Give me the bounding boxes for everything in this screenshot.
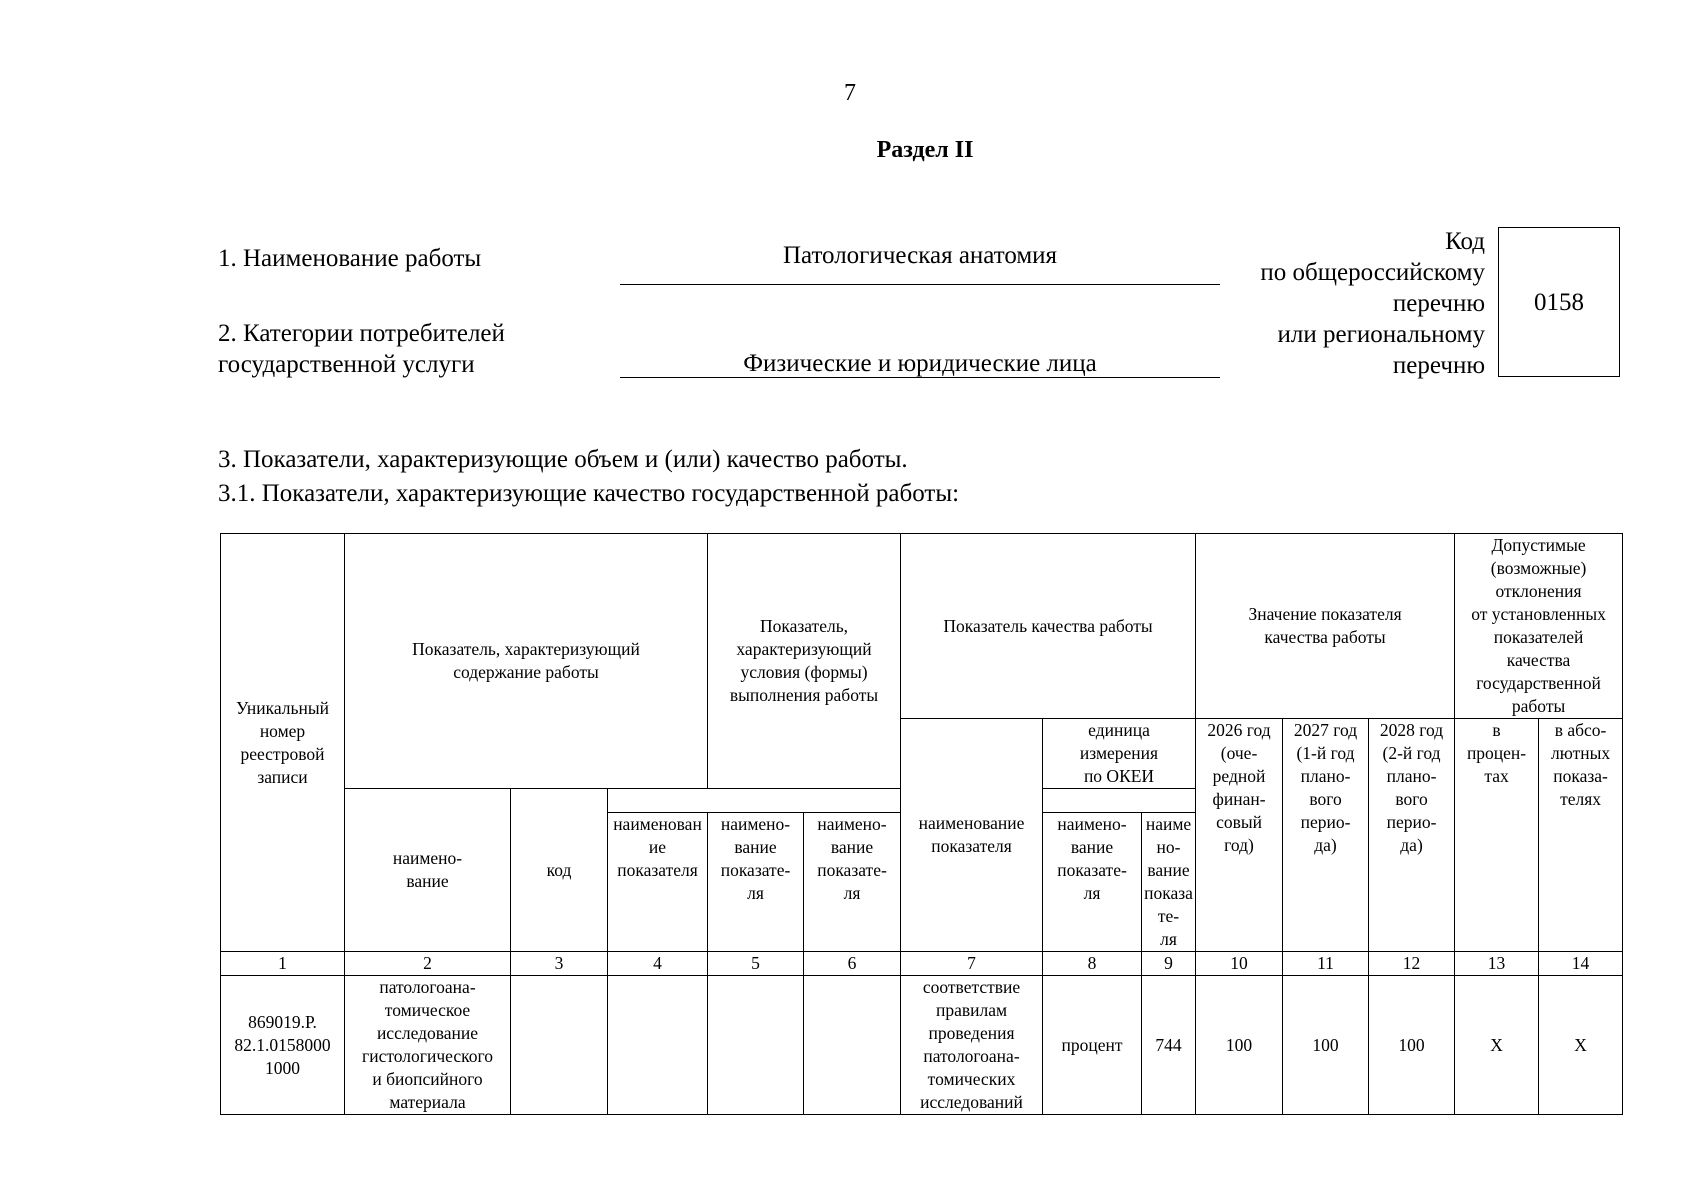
cell-content-3	[608, 976, 708, 1115]
header-quality-group: Показатель качества работы	[901, 534, 1196, 719]
column-number: 12	[1369, 952, 1455, 976]
header-dev-percent: в процен- тах	[1455, 719, 1539, 952]
cell-condition-2	[804, 976, 901, 1115]
header-row-1	[221, 534, 1623, 719]
page-number: 7	[844, 80, 856, 106]
table-row	[221, 976, 1623, 1115]
header-content-name-2: наимено- вание показате- ля	[708, 813, 804, 952]
code-label: Код по общероссийскому перечню или региональному перечню	[1260, 228, 1485, 379]
column-number: 11	[1283, 952, 1369, 976]
work-name-underline	[620, 284, 1220, 285]
cell-value-2026: 100	[1196, 976, 1283, 1115]
cell-condition-1	[708, 976, 804, 1115]
cell-value-2027: 100	[1283, 976, 1369, 1115]
code-box	[1498, 227, 1620, 377]
consumers-label: 2. Категории потребителей государственной услуги	[218, 320, 505, 378]
column-number: 13	[1455, 952, 1539, 976]
cell-quality-name: соответствие правилам проведения патологоана- томических исследований	[901, 976, 1043, 1115]
cell-value-2028: 100	[1369, 976, 1455, 1115]
section-title: Раздел II	[876, 137, 974, 163]
work-name-value: Патологическая анатомия	[782, 242, 1058, 269]
column-number: 2	[345, 952, 511, 976]
header-content-name-3: наимено- вание показате- ля	[804, 813, 901, 952]
column-number: 6	[804, 952, 901, 976]
header-unit-code: код	[511, 789, 608, 952]
cell-content-2	[511, 976, 608, 1115]
work-name-label: 1. Наименование работы	[218, 245, 482, 272]
column-number: 7	[901, 952, 1043, 976]
cell-dev-absolute: Х	[1539, 976, 1623, 1115]
column-number: 5	[708, 952, 804, 976]
header-unique-number: Уникальный номер реестровой записи	[221, 534, 345, 952]
header-condition-name-1: наимено- вание показате- ля	[1043, 813, 1142, 952]
header-content-name-1: наименование показателя	[608, 813, 708, 952]
header-deviation-group: Допустимые (возможные) отклонения от установленных показателей качества государственной работы	[1455, 534, 1623, 719]
quality-indicators-table	[220, 533, 1623, 1115]
header-content-group: Показатель, характеризующий содержание работы	[345, 534, 708, 789]
header-year-2027: 2027 год (1-й год плано- вого перио- да)	[1283, 719, 1369, 952]
cell-content-1: патологоана- томическое исследование гистологического и биопсийного материала	[345, 976, 511, 1115]
header-year-2028: 2028 год (2-й год плано- вого перио- да)	[1369, 719, 1455, 952]
consumers-value: Физические и юридические лица	[743, 350, 1097, 377]
cell-unit-name: процент	[1043, 976, 1142, 1115]
heading-3: 3. Показатели, характеризующие объем и (или) качество работы.	[218, 446, 908, 473]
column-number: 8	[1043, 952, 1142, 976]
header-quality-indicator-name: наименование показателя	[901, 719, 1043, 952]
cell-dev-percent: Х	[1455, 976, 1539, 1115]
column-number: 10	[1196, 952, 1283, 976]
column-number: 4	[608, 952, 708, 976]
header-condition-name-2: наимено- вание показате- ля	[1142, 813, 1196, 952]
consumers-underline	[620, 377, 1220, 378]
column-number: 3	[511, 952, 608, 976]
header-conditions-group: Показатель, характеризующий условия (формы) выполнения работы	[708, 534, 901, 789]
header-year-2026: 2026 год (оче- редной финан- совый год)	[1196, 719, 1283, 952]
column-number-row	[221, 952, 1623, 976]
heading-3-1: 3.1. Показатели, характеризующие качество государственной работы:	[218, 480, 960, 507]
header-value-group: Значение показателя качества работы	[1196, 534, 1455, 719]
header-unit-okei: единица измерения по ОКЕИ	[1043, 719, 1196, 789]
header-dev-absolute: в абсо- лютных показа- телях	[1539, 719, 1623, 952]
column-number: 9	[1142, 952, 1196, 976]
cell-unit-code: 744	[1142, 976, 1196, 1115]
code-value: 0158	[1534, 288, 1584, 316]
column-number: 1	[221, 952, 345, 976]
cell-unique-number: 869019.Р. 82.1.0158000 1000	[221, 976, 345, 1115]
header-unit-name: наимено- вание	[345, 789, 511, 952]
column-number: 14	[1539, 952, 1623, 976]
